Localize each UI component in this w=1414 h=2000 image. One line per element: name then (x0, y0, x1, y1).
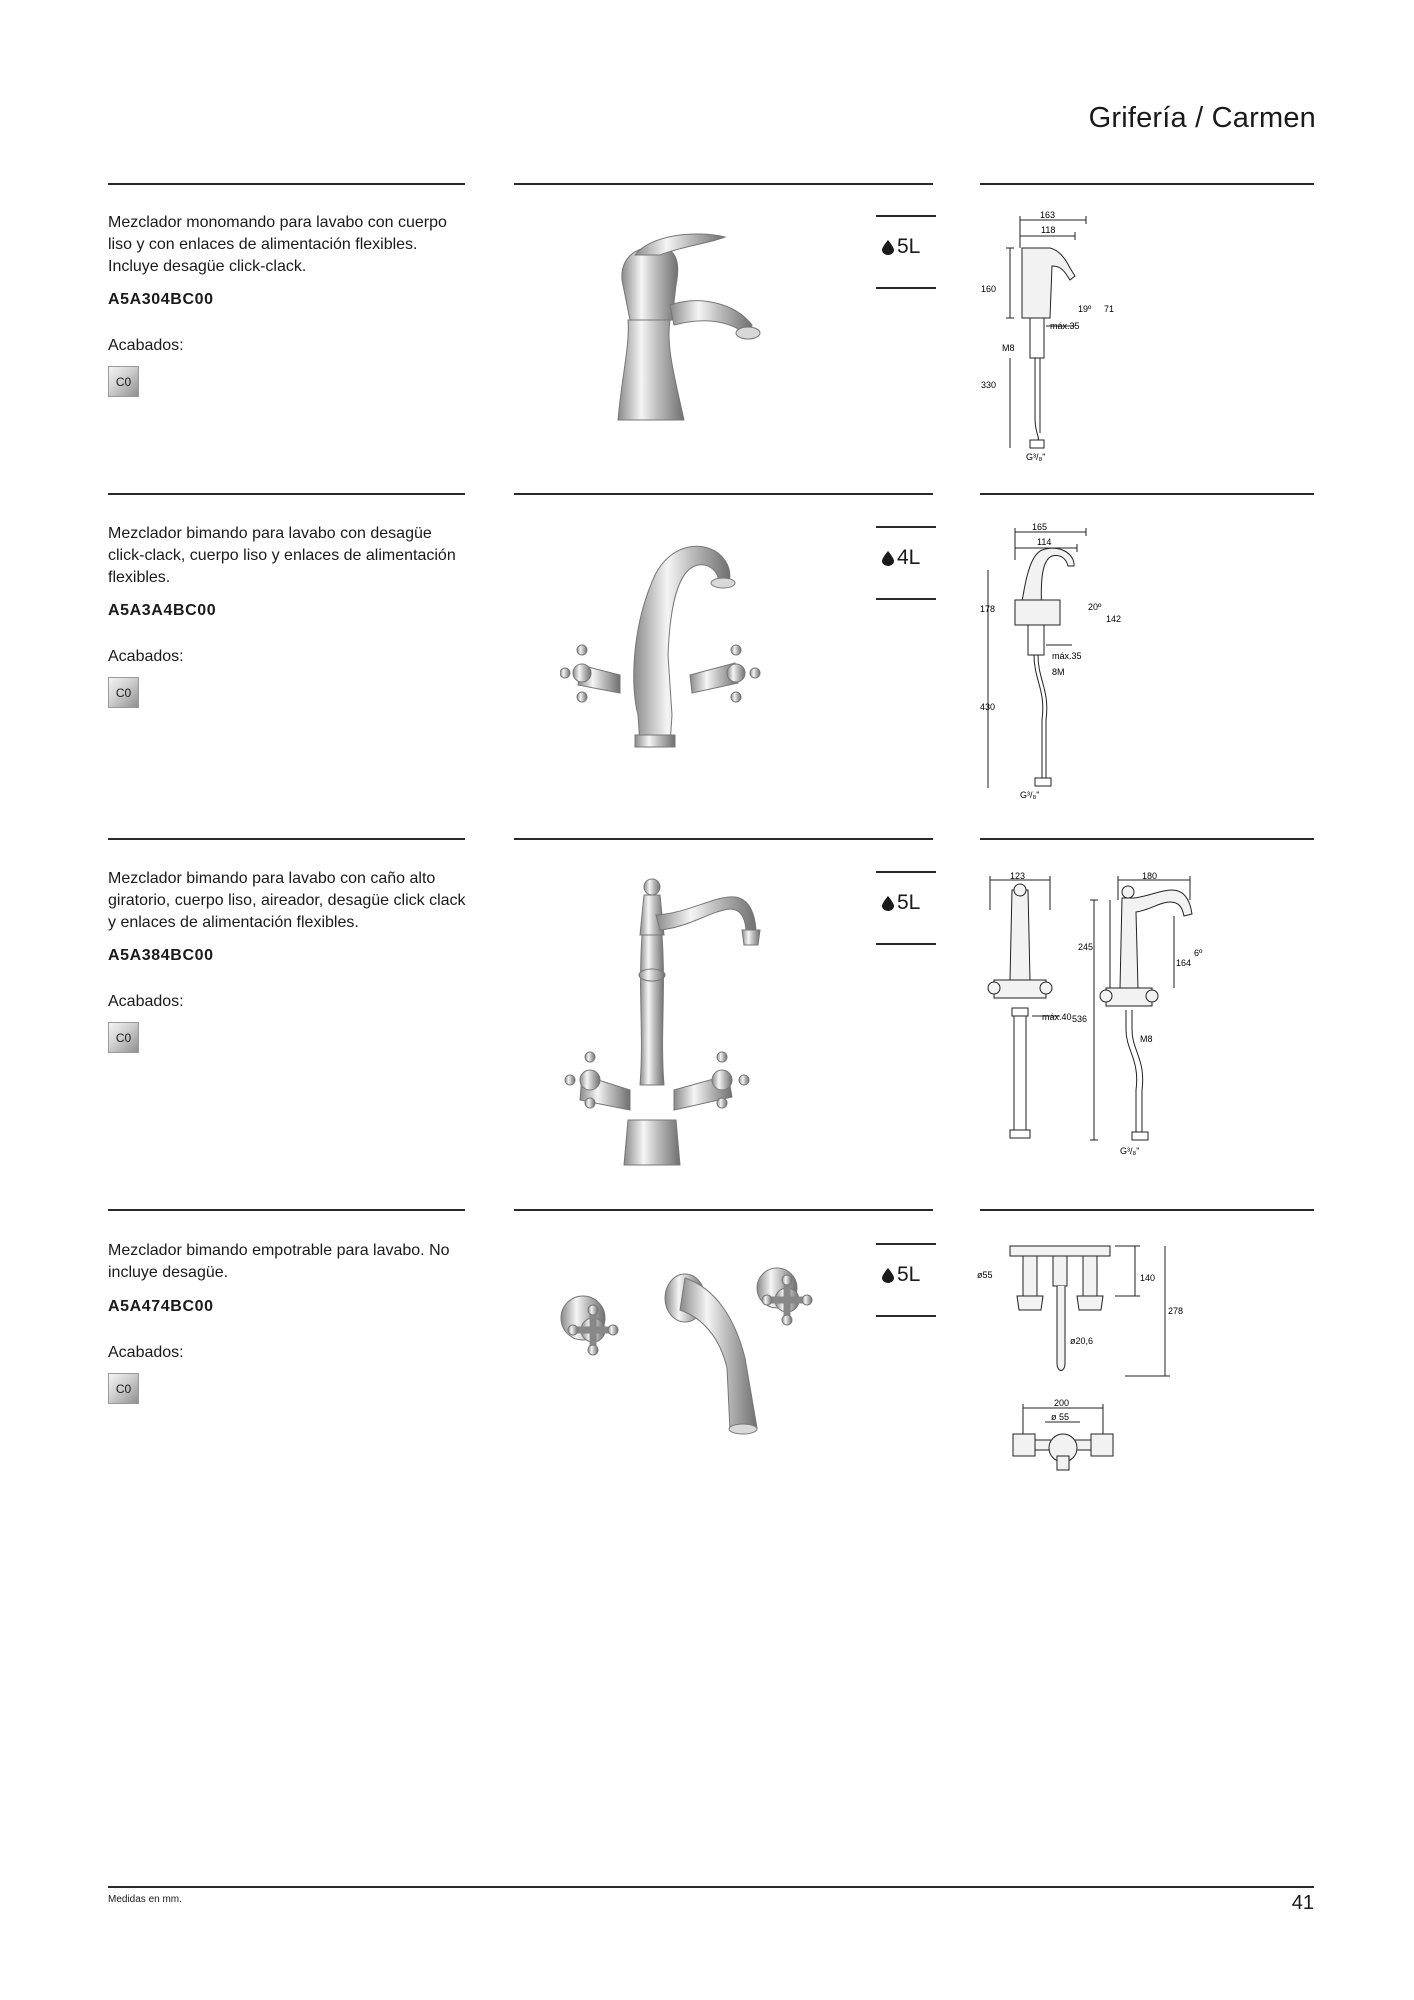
product-description: Mezclador bimando para lavabo con caño alto giratorio, cuerpo liso, aireador, desagüe click clack y enlaces de alimentación flexibles. (108, 870, 466, 931)
dim-label: ø55 (977, 1270, 993, 1280)
product-code: A5A474BC00 (108, 1298, 214, 1315)
water-drop-icon (882, 240, 894, 255)
finish-swatch[interactable]: C0 (108, 677, 139, 708)
product-photo (545, 1248, 830, 1438)
dim-label: 20º (1088, 602, 1102, 612)
dim-label: 8M (1052, 667, 1065, 677)
dim-label: 140 (1140, 1273, 1156, 1283)
flow-value: 5L (897, 891, 921, 914)
product-description: Mezclador bimando para lavabo con desagüe click-clack, cuerpo liso y enlaces de alimentación flexibles. (108, 525, 456, 586)
dim-label: 71 (1104, 304, 1115, 314)
dim-label: G³/₈" (1020, 790, 1040, 800)
dim-label: 180 (1142, 871, 1158, 881)
product-code: A5A3A4BC00 (108, 602, 217, 619)
finish-swatch[interactable]: C0 (108, 1022, 139, 1053)
footer-note: Medidas en mm. (108, 1894, 182, 1905)
divider (108, 838, 465, 840)
divider (108, 1209, 465, 1211)
dim-label: G³/₈" (1120, 1146, 1140, 1156)
page-number: 41 (1291, 1892, 1314, 1914)
dim-label: 19º (1078, 304, 1092, 314)
dim-label: 123 (1010, 871, 1026, 881)
dim-label: 142 (1106, 614, 1122, 624)
divider (514, 1209, 933, 1211)
page-title: Grifería / Carmen (1088, 102, 1316, 134)
water-drop-icon (882, 1268, 894, 1283)
dim-label: G³/₈" (1026, 452, 1046, 462)
dim-label: ø20,6 (1070, 1336, 1094, 1346)
dim-label: ø 55 (1051, 1412, 1070, 1422)
dim-label: 160 (981, 284, 997, 294)
dim-label: 278 (1168, 1306, 1184, 1316)
flow-value: 5L (897, 1263, 921, 1286)
dim-label: 536 (1072, 1014, 1088, 1024)
finish-swatch[interactable]: C0 (108, 1373, 139, 1404)
finishes-label: Acabados: (108, 648, 184, 665)
dim-label: 200 (1054, 1398, 1070, 1408)
divider (980, 1209, 1314, 1211)
divider (514, 493, 933, 495)
finishes-label: Acabados: (108, 1344, 184, 1361)
dim-label: máx.35 (1050, 321, 1080, 331)
dim-label: M8 (1002, 343, 1015, 353)
finishes-label: Acabados: (108, 993, 184, 1010)
technical-drawing (975, 1238, 1195, 1478)
flow-value: 5L (897, 235, 921, 258)
dim-label: máx.40 (1042, 1012, 1072, 1022)
divider (108, 493, 465, 495)
product-photo (560, 535, 770, 750)
dim-label: M8 (1140, 1034, 1153, 1044)
technical-drawing (980, 208, 1130, 468)
finish-swatch[interactable]: C0 (108, 366, 139, 397)
technical-drawing (980, 870, 1210, 1170)
flow-value: 4L (897, 546, 921, 569)
dim-label: 114 (1037, 537, 1052, 547)
product-description: Mezclador monomando para lavabo con cuerpo liso y con enlaces de alimentación flexibles. Incluye desagüe click-clack. (108, 214, 447, 275)
product-code: A5A304BC00 (108, 291, 214, 308)
product-description: Mezclador bimando empotrable para lavabo. No incluye desagüe. (108, 1242, 450, 1281)
divider (514, 183, 933, 185)
divider (980, 493, 1314, 495)
finishes-label: Acabados: (108, 337, 184, 354)
product-photo (600, 225, 770, 425)
divider (980, 183, 1314, 185)
product-code: A5A384BC00 (108, 947, 214, 964)
divider (108, 183, 465, 185)
dim-label: 430 (980, 702, 996, 712)
dim-label: 118 (1041, 225, 1056, 235)
divider (980, 838, 1314, 840)
divider (514, 838, 933, 840)
dim-label: 6º (1194, 948, 1203, 958)
dim-label: máx.35 (1052, 651, 1082, 661)
dim-label: 164 (1176, 958, 1192, 968)
dim-label: 245 (1078, 942, 1094, 952)
footer-divider (108, 1886, 1314, 1888)
technical-drawing (980, 520, 1130, 800)
product-photo (560, 875, 770, 1170)
dim-label: 330 (981, 380, 997, 390)
water-drop-icon (882, 551, 894, 566)
dim-label: 163 (1040, 210, 1056, 220)
water-drop-icon (882, 896, 894, 911)
dim-label: 178 (980, 604, 996, 614)
dim-label: 165 (1032, 522, 1048, 532)
